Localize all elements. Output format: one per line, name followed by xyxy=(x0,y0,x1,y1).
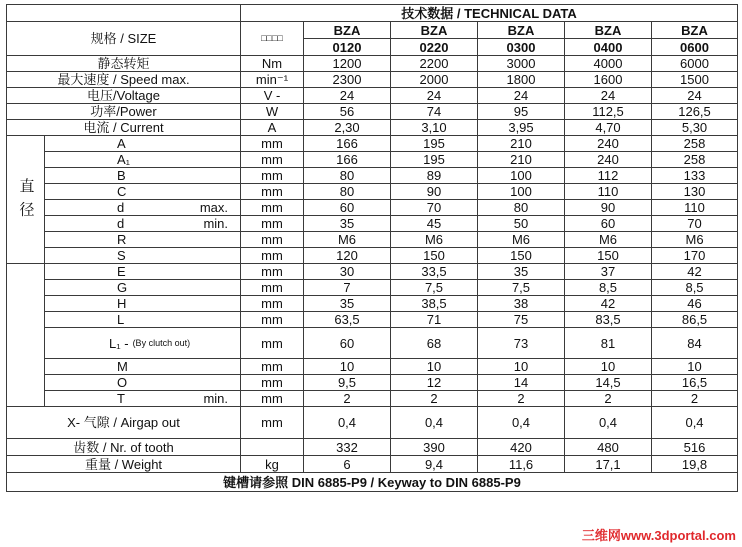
value-cell: 56 xyxy=(304,104,391,120)
value-cell: 112,5 xyxy=(565,104,652,120)
value-cell: 7,5 xyxy=(478,280,565,296)
dimension-symbol: G xyxy=(117,280,128,295)
value-cell: 6 xyxy=(304,456,391,473)
value-cell: 35 xyxy=(478,264,565,280)
dimension-label xyxy=(45,152,241,168)
dimension-symbol: d xyxy=(117,216,125,231)
value-cell: 2000 xyxy=(391,72,478,88)
value-cell: 95 xyxy=(478,104,565,120)
table-row xyxy=(7,136,738,152)
value-cell: 8,5 xyxy=(565,280,652,296)
unit-cell: mm xyxy=(241,216,304,232)
row-label: 电压/Voltage xyxy=(7,88,241,104)
value-cell: 84 xyxy=(652,328,738,359)
length-group-blank xyxy=(7,264,45,407)
table-row xyxy=(7,407,738,439)
value-cell: 10 xyxy=(652,359,738,375)
value-cell: 0,4 xyxy=(652,407,738,439)
dimension-symbol: A xyxy=(117,136,126,151)
value-cell: 30 xyxy=(304,264,391,280)
dimension-label xyxy=(45,184,241,200)
table-row xyxy=(7,88,738,104)
value-cell: 210 xyxy=(478,136,565,152)
value-cell: 3,95 xyxy=(478,120,565,136)
dimension-label xyxy=(45,312,241,328)
value-cell: 1800 xyxy=(478,72,565,88)
value-cell: 100 xyxy=(478,184,565,200)
dimension-symbol: L₁ - xyxy=(109,335,129,351)
value-cell: 2 xyxy=(391,391,478,407)
value-cell: 38 xyxy=(478,296,565,312)
unit-cell: mm xyxy=(241,296,304,312)
value-cell: 110 xyxy=(652,200,738,216)
value-cell: 166 xyxy=(304,152,391,168)
value-cell: 24 xyxy=(652,88,738,104)
value-cell: 42 xyxy=(565,296,652,312)
dimension-qualifier: min. xyxy=(203,391,228,406)
value-cell: 3,10 xyxy=(391,120,478,136)
table-title: 技术数据 / TECHNICAL DATA xyxy=(241,5,738,22)
row-label: 齿数 / Nr. of tooth xyxy=(7,439,241,456)
dimension-label xyxy=(45,328,241,359)
value-cell: 9,5 xyxy=(304,375,391,391)
table-row xyxy=(7,280,738,296)
value-cell: 3000 xyxy=(478,56,565,72)
unit-cell: mm xyxy=(241,200,304,216)
table-row xyxy=(7,359,738,375)
value-cell: 90 xyxy=(565,200,652,216)
unit-cell: mm xyxy=(241,168,304,184)
value-cell: 126,5 xyxy=(652,104,738,120)
dimension-label xyxy=(45,232,241,248)
dimension-label xyxy=(45,391,241,407)
value-cell: 0,4 xyxy=(565,407,652,439)
value-cell: 68 xyxy=(391,328,478,359)
value-cell: 1200 xyxy=(304,56,391,72)
unit-cell: mm xyxy=(241,328,304,359)
table-row xyxy=(7,152,738,168)
value-cell: 120 xyxy=(304,248,391,264)
model-series: BZA xyxy=(652,22,738,39)
value-cell: 24 xyxy=(304,88,391,104)
unit-cell: mm xyxy=(241,375,304,391)
footer-row xyxy=(7,473,738,492)
value-cell: 80 xyxy=(478,200,565,216)
value-cell: 240 xyxy=(565,136,652,152)
value-cell: 60 xyxy=(304,328,391,359)
dimension-symbol: R xyxy=(117,232,127,247)
value-cell: 16,5 xyxy=(652,375,738,391)
diameter-group-text: 直 径 xyxy=(17,178,35,219)
value-cell: 19,8 xyxy=(652,456,738,473)
dimension-symbol: H xyxy=(117,296,127,311)
value-cell: 4000 xyxy=(565,56,652,72)
unit-cell: mm xyxy=(241,407,304,439)
value-cell: 516 xyxy=(652,439,738,456)
value-cell: 150 xyxy=(565,248,652,264)
value-cell: 390 xyxy=(391,439,478,456)
dimension-label-wrap xyxy=(47,201,238,214)
unit-cell: mm xyxy=(241,248,304,264)
dimension-symbol: M xyxy=(117,359,128,374)
value-cell: 9,4 xyxy=(391,456,478,473)
value-cell: 24 xyxy=(478,88,565,104)
unit-cell: mm xyxy=(241,136,304,152)
dimension-label-wrap xyxy=(47,360,238,373)
dimension-symbol: S xyxy=(117,248,126,263)
unit-cell: A xyxy=(241,120,304,136)
value-cell: 1600 xyxy=(565,72,652,88)
unit-cell: kg xyxy=(241,456,304,473)
dimension-symbol: L xyxy=(117,312,125,327)
dimension-label-wrap xyxy=(47,137,238,150)
model-series: BZA xyxy=(478,22,565,39)
dimension-label xyxy=(45,375,241,391)
table-row xyxy=(7,456,738,473)
dimension-label-wrap xyxy=(47,185,238,198)
value-cell: 8,5 xyxy=(652,280,738,296)
value-cell: 1500 xyxy=(652,72,738,88)
table-row xyxy=(7,200,738,216)
value-cell: 258 xyxy=(652,136,738,152)
value-cell: 81 xyxy=(565,328,652,359)
value-cell: 11,6 xyxy=(478,456,565,473)
dimension-symbol: T xyxy=(117,391,125,406)
unit-cell: mm xyxy=(241,232,304,248)
value-cell: 12 xyxy=(391,375,478,391)
dimension-label xyxy=(45,296,241,312)
unit-cell: Nm xyxy=(241,56,304,72)
value-cell: 480 xyxy=(565,439,652,456)
unit-cell: mm xyxy=(241,264,304,280)
dimension-label xyxy=(45,216,241,232)
dimension-label-wrap xyxy=(47,281,238,294)
value-cell: M6 xyxy=(304,232,391,248)
model-number: 0220 xyxy=(391,39,478,56)
watermark-logo: 三维网www.3dportal.com xyxy=(581,528,736,543)
value-cell: 112 xyxy=(565,168,652,184)
unit-cell: mm xyxy=(241,280,304,296)
dimension-label-wrap xyxy=(47,337,238,350)
table-row xyxy=(7,296,738,312)
value-cell: 90 xyxy=(391,184,478,200)
value-cell: 0,4 xyxy=(391,407,478,439)
dimension-label-wrap xyxy=(47,249,238,262)
value-cell: 42 xyxy=(652,264,738,280)
unit-cell: mm xyxy=(241,152,304,168)
dimension-symbol: C xyxy=(117,184,127,199)
value-cell: 46 xyxy=(652,296,738,312)
value-cell: 38,5 xyxy=(391,296,478,312)
value-cell: 60 xyxy=(565,216,652,232)
dimension-label-wrap xyxy=(47,297,238,310)
table-row xyxy=(7,120,738,136)
value-cell: 150 xyxy=(478,248,565,264)
value-cell: 74 xyxy=(391,104,478,120)
keyway-note: 键槽请参照 DIN 6885-P9 / Keyway to DIN 6885-P9 xyxy=(7,473,738,492)
value-cell: 7,5 xyxy=(391,280,478,296)
row-label: 电流 / Current xyxy=(7,120,241,136)
value-cell: 75 xyxy=(478,312,565,328)
value-cell: 332 xyxy=(304,439,391,456)
dimension-label xyxy=(45,200,241,216)
value-cell: 35 xyxy=(304,216,391,232)
value-cell: 80 xyxy=(304,168,391,184)
table-row xyxy=(7,56,738,72)
unit-cell: mm xyxy=(241,359,304,375)
value-cell: 2,30 xyxy=(304,120,391,136)
value-cell: 37 xyxy=(565,264,652,280)
dimension-label xyxy=(45,168,241,184)
model-number: 0300 xyxy=(478,39,565,56)
value-cell: 14,5 xyxy=(565,375,652,391)
value-cell: 89 xyxy=(391,168,478,184)
row-label: 静态转矩 xyxy=(7,56,241,72)
model-series: BZA xyxy=(391,22,478,39)
dimension-symbol: B xyxy=(117,168,126,183)
value-cell: 17,1 xyxy=(565,456,652,473)
row-label: 最大速度 / Speed max. xyxy=(7,72,241,88)
table-row xyxy=(7,439,738,456)
dimension-label xyxy=(45,264,241,280)
dimension-qualifier: max. xyxy=(199,200,228,215)
value-cell: 110 xyxy=(565,184,652,200)
dimension-symbol: A₁ xyxy=(117,152,131,167)
value-cell: 73 xyxy=(478,328,565,359)
unit-cell: W xyxy=(241,104,304,120)
table-row xyxy=(7,391,738,407)
unit-cell: mm xyxy=(241,184,304,200)
row-label: 重量 / Weight xyxy=(7,456,241,473)
row-label: X- 气隙 / Airgap out xyxy=(7,407,241,439)
table-row xyxy=(7,248,738,264)
dimension-label xyxy=(45,248,241,264)
unit-placeholder: □□□□ xyxy=(241,22,304,56)
value-cell: M6 xyxy=(565,232,652,248)
value-cell: 10 xyxy=(565,359,652,375)
value-cell: 195 xyxy=(391,152,478,168)
dimension-label-wrap xyxy=(47,217,238,230)
size-label: 规格 / SIZE xyxy=(7,22,241,56)
value-cell: 2 xyxy=(478,391,565,407)
model-number: 0600 xyxy=(652,39,738,56)
dimension-label-wrap xyxy=(47,169,238,182)
value-cell: 2200 xyxy=(391,56,478,72)
value-cell: 195 xyxy=(391,136,478,152)
dimension-symbol: d xyxy=(117,200,125,215)
row-label: 功率/Power xyxy=(7,104,241,120)
value-cell: 2 xyxy=(304,391,391,407)
value-cell: 86,5 xyxy=(652,312,738,328)
dimension-symbol: E xyxy=(117,264,126,279)
value-cell: 35 xyxy=(304,296,391,312)
value-cell: M6 xyxy=(391,232,478,248)
dimension-label-wrap xyxy=(47,376,238,389)
value-cell: 10 xyxy=(478,359,565,375)
table-row xyxy=(7,328,738,359)
value-cell: 2 xyxy=(565,391,652,407)
value-cell: 63,5 xyxy=(304,312,391,328)
value-cell: 170 xyxy=(652,248,738,264)
unit-cell xyxy=(241,439,304,456)
value-cell: 2 xyxy=(652,391,738,407)
value-cell: 5,30 xyxy=(652,120,738,136)
value-cell: 100 xyxy=(478,168,565,184)
unit-cell: mm xyxy=(241,312,304,328)
table-row xyxy=(7,72,738,88)
dimension-label-wrap xyxy=(47,313,238,326)
table-row xyxy=(7,232,738,248)
value-cell: 14 xyxy=(478,375,565,391)
dimension-label-wrap xyxy=(47,265,238,278)
value-cell: 240 xyxy=(565,152,652,168)
table-row xyxy=(7,168,738,184)
title-left-blank xyxy=(7,5,241,22)
value-cell: 10 xyxy=(391,359,478,375)
value-cell: 83,5 xyxy=(565,312,652,328)
value-cell: 0,4 xyxy=(478,407,565,439)
dimension-label xyxy=(45,280,241,296)
value-cell: 6000 xyxy=(652,56,738,72)
model-number: 0400 xyxy=(565,39,652,56)
value-cell: 24 xyxy=(565,88,652,104)
unit-cell: mm xyxy=(241,391,304,407)
value-cell: 10 xyxy=(304,359,391,375)
unit-cell: min⁻¹ xyxy=(241,72,304,88)
model-number: 0120 xyxy=(304,39,391,56)
table-row xyxy=(7,312,738,328)
table-row xyxy=(7,184,738,200)
value-cell: 71 xyxy=(391,312,478,328)
value-cell: M6 xyxy=(478,232,565,248)
table-row xyxy=(7,375,738,391)
diameter-group-label xyxy=(7,136,45,264)
value-cell: 166 xyxy=(304,136,391,152)
value-cell: 258 xyxy=(652,152,738,168)
dimension-qualifier: min. xyxy=(203,216,228,231)
header-row-1 xyxy=(7,22,738,39)
value-cell: 60 xyxy=(304,200,391,216)
value-cell: M6 xyxy=(652,232,738,248)
table-row xyxy=(7,216,738,232)
value-cell: 0,4 xyxy=(304,407,391,439)
value-cell: 210 xyxy=(478,152,565,168)
value-cell: 420 xyxy=(478,439,565,456)
value-cell: 4,70 xyxy=(565,120,652,136)
value-cell: 33,5 xyxy=(391,264,478,280)
value-cell: 70 xyxy=(652,216,738,232)
model-series: BZA xyxy=(304,22,391,39)
unit-cell: V - xyxy=(241,88,304,104)
table-row xyxy=(7,104,738,120)
value-cell: 133 xyxy=(652,168,738,184)
value-cell: 50 xyxy=(478,216,565,232)
dimension-label xyxy=(45,136,241,152)
value-cell: 150 xyxy=(391,248,478,264)
value-cell: 2300 xyxy=(304,72,391,88)
dimension-label-wrap xyxy=(47,392,238,405)
dimension-note: (By clutch out) xyxy=(132,337,191,348)
value-cell: 45 xyxy=(391,216,478,232)
dimension-label xyxy=(45,359,241,375)
model-series: BZA xyxy=(565,22,652,39)
technical-data-table xyxy=(6,4,738,492)
value-cell: 7 xyxy=(304,280,391,296)
dimension-symbol: O xyxy=(117,375,128,390)
dimension-label-wrap xyxy=(47,153,238,166)
value-cell: 130 xyxy=(652,184,738,200)
table-row xyxy=(7,264,738,280)
value-cell: 24 xyxy=(391,88,478,104)
value-cell: 70 xyxy=(391,200,478,216)
dimension-label-wrap xyxy=(47,233,238,246)
value-cell: 80 xyxy=(304,184,391,200)
